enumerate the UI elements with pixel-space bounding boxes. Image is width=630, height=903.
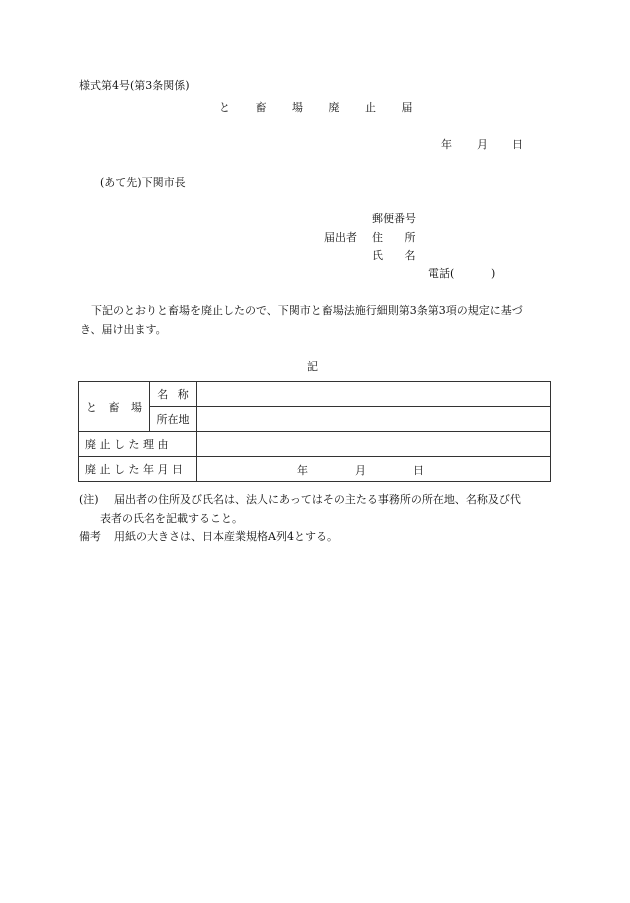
- ki-heading: 記: [307, 360, 318, 373]
- address-label: 住 所: [372, 231, 416, 244]
- reason-label: 廃 止 し た 理 由: [79, 432, 197, 457]
- remarks-label: 備考: [79, 530, 101, 543]
- name-field[interactable]: [197, 382, 551, 407]
- reason-field[interactable]: [197, 432, 551, 457]
- location-field[interactable]: [197, 407, 551, 432]
- name-label: 氏 名: [372, 249, 416, 262]
- closure-month: 月: [355, 464, 366, 477]
- postal-code-label: 郵便番号: [372, 212, 416, 225]
- form-number: 様式第4号(第3条関係): [79, 79, 190, 92]
- body-line-1: 下記のとおりと畜場を廃止したので、下関市と畜場法施行細則第3条第3項の規定に基づ: [91, 304, 523, 317]
- page-title: と 畜 場 廃 止 届: [219, 101, 414, 114]
- location-field-label: 所在地: [150, 407, 197, 432]
- closure-day: 日: [413, 464, 424, 477]
- note-line-2: 表者の氏名を記載すること。: [100, 512, 243, 525]
- remarks-text: 用紙の大きさは、日本産業規格A列4とする。: [114, 530, 338, 543]
- applicant-label: 届出者: [324, 231, 357, 244]
- date-day: 日: [512, 138, 523, 151]
- name-field-label: 名 称: [150, 382, 197, 407]
- phone-label: 電話(: [428, 267, 455, 280]
- closure-date-label: 廃 止 し た 年 月 日: [79, 457, 197, 482]
- phone-close: ): [491, 267, 496, 280]
- addressee: (あて先)下関市長: [100, 176, 186, 189]
- closure-date-field[interactable]: [197, 457, 551, 482]
- slaughterhouse-label: と 畜 場: [79, 382, 150, 432]
- date-month: 月: [477, 138, 488, 151]
- closure-year: 年: [297, 464, 308, 477]
- date-year: 年: [441, 138, 452, 151]
- form-table: [78, 381, 551, 482]
- body-line-2: き、届け出ます。: [80, 323, 167, 336]
- note-label: (注): [79, 493, 99, 506]
- note-line-1: 届出者の住所及び氏名は、法人にあってはその主たる事務所の所在地、名称及び代: [114, 493, 521, 506]
